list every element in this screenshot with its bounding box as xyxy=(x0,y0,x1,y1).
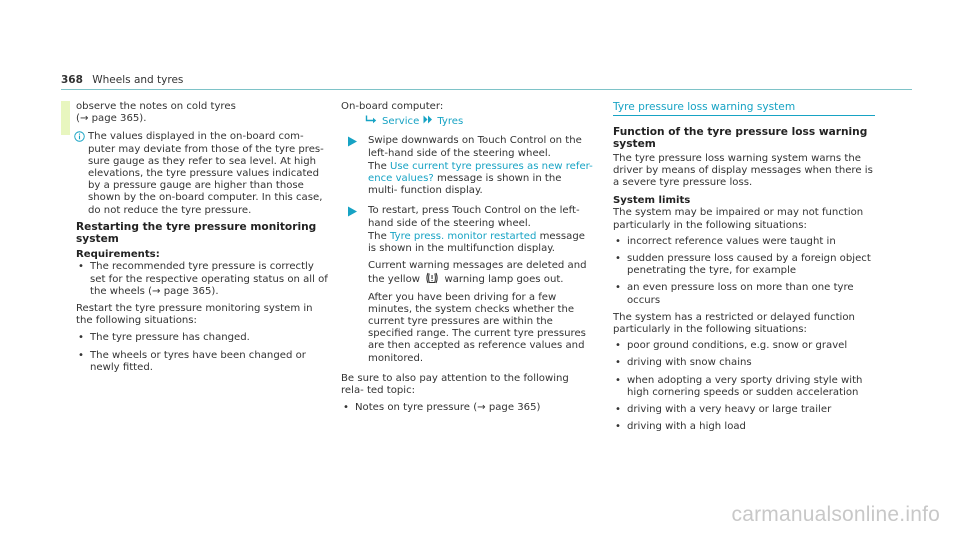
restart-heading: Restarting the tyre pressure monitoring system xyxy=(76,220,317,246)
step-1-the: The xyxy=(368,160,387,172)
info-note xyxy=(76,131,328,216)
menu-tyres: Tyres xyxy=(437,116,464,128)
step-2-end: message is shown in the multifunction display. xyxy=(368,230,585,255)
menu-service: Service xyxy=(382,116,420,128)
step-1-end: message is shown in the multi- function display. xyxy=(368,173,562,197)
chapter-title: Wheels and tyres xyxy=(92,74,184,86)
page-header xyxy=(61,74,183,86)
limits-text: The system may be impaired or may not function particularly in the following situations: xyxy=(613,207,864,231)
list-item: • driving with a very heavy or large trailer xyxy=(613,404,875,416)
list-item: • The tyre pressure has changed. xyxy=(76,332,328,344)
list-item: • driving with a high load xyxy=(613,421,875,433)
step-2 xyxy=(341,205,593,364)
list-item: • poor ground conditions, e.g. snow or gravel xyxy=(613,340,875,352)
delay-list xyxy=(613,340,875,433)
step-1 xyxy=(341,135,593,197)
double-chevron-icon xyxy=(423,115,433,124)
step-1-display-message: Use current tyre pressures as new refer- ence values? xyxy=(368,160,593,185)
function-heading: Function of the tyre pressure loss warning system xyxy=(613,126,868,151)
menu-path xyxy=(341,115,593,128)
intro-line-1: observe the notes on cold tyres xyxy=(76,101,236,112)
watermark: carmanualsonline.info xyxy=(731,503,940,526)
list-item: • incorrect reference values were taught in xyxy=(613,236,875,248)
limits-list xyxy=(613,236,875,307)
related-topics-list xyxy=(341,402,593,414)
info-icon xyxy=(74,131,85,142)
header-rule xyxy=(61,89,912,90)
list-item: • The recommended tyre pressure is correctly set for the respective operating status on all of the wheels (→ page 365). xyxy=(76,261,328,298)
delay-text: The system has a restricted or delayed function particularly in the following situations: xyxy=(613,311,855,336)
attention-text: Be sure to also pay attention to the following rela- ted topic: xyxy=(341,372,569,397)
info-note-text: The values displayed in the on-board com- puter may deviate from those of the tyre pres- sure gauge as they refer to sea level. At high elevations, the tyre pressure values indicated by a pressure gauge are higher than those shown by the on-board computer. In this case, do not reduce the tyre pressure. xyxy=(88,131,324,216)
continuation-highlight-bar xyxy=(61,101,70,135)
requirements-list xyxy=(76,261,328,298)
list-item[interactable]: • Notes on tyre pressure (→ page 365) xyxy=(341,402,593,414)
step-2-display-message: Tyre press. monitor restarted xyxy=(390,230,537,242)
column-left xyxy=(76,101,328,379)
page-number: 368 xyxy=(61,74,83,86)
list-item: • sudden pressure loss caused by a foreign object penetrating the tyre, for example xyxy=(613,253,875,277)
tyre-warning-icon xyxy=(425,272,439,284)
onboard-computer-label: On-board computer: xyxy=(341,101,444,112)
intro-line-2: (→ page 365). xyxy=(76,113,147,125)
function-text: The tyre pressure loss warning system warns the driver by means of display messages when there is a severe tyre pressure loss. xyxy=(613,152,873,189)
arrow-right-icon xyxy=(347,136,358,147)
restart-text: Restart the tyre pressure monitoring system in the following situations: xyxy=(76,303,313,327)
return-arrow-icon xyxy=(365,115,378,125)
step-2-text: To restart, press Touch Control on the left- hand side of the steering wheel. xyxy=(368,205,580,229)
step-2-the: The xyxy=(368,230,387,242)
list-item: • driving with snow chains xyxy=(613,357,875,369)
list-item: • The wheels or tyres have been changed or newly fitted. xyxy=(76,350,328,374)
step-2-para-2b-pre: the yellow xyxy=(368,274,420,286)
requirements-label: Requirements: xyxy=(76,249,160,261)
step-2-para-3: After you have been driving for a few minutes, the system checks whether the current tyre pressures are within the specified range. The current tyre pressures are then accepted as reference values and monitored. xyxy=(368,291,586,364)
step-1-text: Swipe downwards on Touch Control on the left-hand side of the steering wheel. xyxy=(368,135,582,159)
column-middle xyxy=(341,101,593,419)
column-right xyxy=(613,101,875,438)
section-title: Tyre pressure loss warning system xyxy=(613,101,875,116)
list-item: • an even pressure loss on more than one tyre occurs xyxy=(613,282,875,306)
list-item: • when adopting a very sporty driving style with high cornering speeds or sudden acceleration xyxy=(613,375,875,399)
limits-heading: System limits xyxy=(613,195,691,207)
arrow-right-icon xyxy=(347,206,358,217)
step-2-para-2: Current warning messages are deleted and xyxy=(368,260,587,272)
step-2-para-2b-post: warning lamp goes out. xyxy=(444,274,564,286)
restart-situations-list xyxy=(76,332,328,374)
